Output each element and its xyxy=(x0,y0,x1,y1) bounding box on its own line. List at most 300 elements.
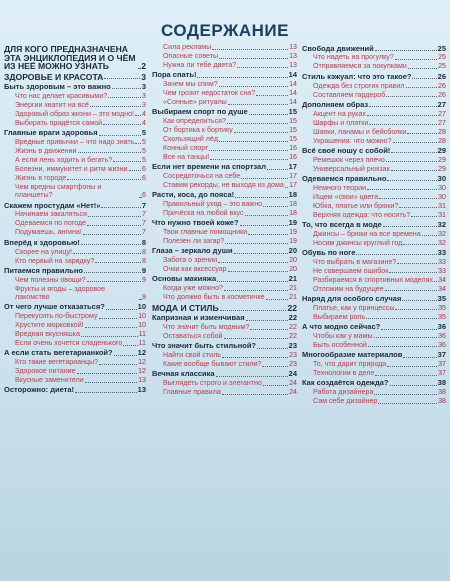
toc-page-number: 6 xyxy=(142,173,146,182)
toc-entry-title: Подумаешь, ангина! xyxy=(15,228,82,237)
dot-leader xyxy=(95,262,141,263)
toc-page-number: 3 xyxy=(142,100,146,109)
toc-entry-title: Украшения: что можно? xyxy=(313,136,392,145)
toc-entry-title: Твои главные помощники xyxy=(163,228,248,237)
dot-leader xyxy=(393,142,438,143)
toc-page-number: 25 xyxy=(438,62,446,71)
toc-entry xyxy=(4,129,146,138)
toc-subentry xyxy=(302,304,446,313)
toc-entry-title: Оставаться собой xyxy=(163,332,223,340)
dot-leader xyxy=(99,318,138,319)
dot-leader xyxy=(81,244,141,245)
dot-leader xyxy=(224,290,288,291)
toc-page-number: 20 xyxy=(288,246,297,256)
toc-subentry xyxy=(152,237,297,246)
toc-page-number: 18 xyxy=(288,190,297,200)
toc-page-number: 14 xyxy=(289,89,297,98)
toc-entry-title: Быть особенной xyxy=(313,340,367,349)
dot-leader xyxy=(114,355,137,356)
dot-leader xyxy=(375,375,437,376)
toc-entry-title: Здоровое питание xyxy=(15,367,76,376)
toc-entry-title: Скользящий лёд xyxy=(163,135,218,144)
toc-page-number: 35 xyxy=(438,312,446,321)
dot-leader xyxy=(422,235,437,236)
dot-leader xyxy=(87,281,141,282)
toc-entry-title: Что выбрать в магазине? xyxy=(313,257,397,266)
dot-leader xyxy=(220,310,287,311)
dot-leader xyxy=(99,364,137,365)
toc-subentry xyxy=(302,119,446,128)
toc-entry-title: Чем полезны овощи? xyxy=(15,275,86,284)
toc-page-number: 26 xyxy=(438,81,446,90)
dot-leader xyxy=(267,169,288,170)
dot-leader xyxy=(263,206,288,207)
dot-leader xyxy=(219,58,288,59)
toc-page-number: 32 xyxy=(437,219,446,229)
toc-entry-title: Здоровый образ жизни – это модно! xyxy=(15,109,135,118)
toc-entry xyxy=(302,73,446,82)
dot-leader xyxy=(246,320,288,321)
toc-page-number: 12 xyxy=(138,358,146,367)
toc-page-number: 6 xyxy=(142,191,146,200)
dot-leader xyxy=(237,67,288,68)
toc-page-number: 3 xyxy=(141,81,146,91)
toc-entry-title: Ставим рекорды, не выходя из дома xyxy=(163,181,284,190)
toc-entry xyxy=(302,221,446,230)
toc-subentry xyxy=(4,138,146,147)
contents-column-2 xyxy=(152,43,297,577)
toc-entry xyxy=(152,314,297,323)
toc-subentry xyxy=(302,258,446,267)
toc-subentry xyxy=(152,126,297,135)
dot-leader xyxy=(369,106,437,107)
toc-entry-title: Вредные привычки – что надо знать xyxy=(15,137,135,146)
toc-subentry xyxy=(152,265,297,274)
toc-subentry xyxy=(4,210,146,219)
toc-subentry xyxy=(152,172,297,181)
dot-leader xyxy=(374,337,438,338)
dot-leader xyxy=(228,104,288,105)
toc-entry-title: А что модно сейчас? xyxy=(302,321,381,331)
toc-page-number: 7 xyxy=(141,200,146,210)
contents-column-1 xyxy=(4,43,146,577)
toc-page-number: 23 xyxy=(289,360,297,369)
toc-subentry xyxy=(302,184,446,193)
toc-subentry xyxy=(4,276,146,285)
toc-entry-title: Свобода движений xyxy=(302,43,374,53)
dot-leader xyxy=(397,263,437,264)
toc-subentry xyxy=(4,376,146,385)
toc-subentry xyxy=(152,98,297,107)
dot-leader xyxy=(390,385,437,386)
toc-page-number: 8 xyxy=(142,247,146,256)
toc-page-number: 24 xyxy=(288,369,297,379)
dot-leader xyxy=(381,329,436,330)
toc-subentry xyxy=(302,341,446,350)
toc-entry xyxy=(4,267,146,276)
dot-leader xyxy=(99,135,141,136)
dot-leader xyxy=(257,348,288,349)
dot-leader xyxy=(77,373,138,374)
toc-page-number: 15 xyxy=(288,107,297,117)
toc-entry-title: Питаемся правильно xyxy=(4,265,83,275)
toc-entry-title: Разбираемся в спортивных моделях xyxy=(313,275,434,284)
toc-page-number: 10 xyxy=(137,302,146,312)
toc-entry-title: Многообразие материалов xyxy=(302,349,403,359)
dot-leader xyxy=(391,152,436,153)
toc-page-number: 32 xyxy=(438,238,446,247)
toc-page-number: 17 xyxy=(289,172,297,181)
toc-page-number: 29 xyxy=(438,155,446,164)
toc-page-number: 24 xyxy=(289,388,297,397)
dot-leader xyxy=(225,243,288,244)
toc-entry-title: МОДА И СТИЛЬ xyxy=(152,302,219,313)
toc-entry xyxy=(152,163,297,172)
toc-entry-title: Очки как аксессуар xyxy=(163,265,227,274)
toc-subentry xyxy=(4,174,146,183)
toc-page-number: 8 xyxy=(141,237,146,247)
dot-leader xyxy=(266,299,289,300)
dot-leader xyxy=(263,385,288,386)
toc-page-number: 35 xyxy=(438,303,446,312)
toc-page-number: 18 xyxy=(289,200,297,209)
toc-page-number: 12 xyxy=(137,348,146,358)
toc-page-number: 19 xyxy=(289,228,297,237)
dot-leader xyxy=(391,170,437,171)
toc-page-number: 14 xyxy=(289,80,297,89)
toc-entry-title: Опасные советы xyxy=(163,51,219,60)
toc-page-number: 22 xyxy=(287,302,297,313)
toc-entry-title: Сила рекламы xyxy=(163,43,212,51)
toc-entry xyxy=(4,349,146,358)
toc-page-number: 11 xyxy=(138,339,146,348)
toc-entry-title: Вперёд к здоровью! xyxy=(4,237,80,247)
toc-entry xyxy=(152,275,297,284)
toc-entry xyxy=(302,147,446,156)
toc-entry-title: Всё своё ношу с собой! xyxy=(302,145,391,155)
toc-page-number: 5 xyxy=(142,146,146,155)
toc-entry-title: Капризная и изменчивая xyxy=(152,313,245,323)
toc-page-number: 37 xyxy=(438,359,446,368)
toc-subentry xyxy=(4,92,146,101)
toc-subentry xyxy=(302,53,446,62)
dot-leader xyxy=(245,215,289,216)
toc-page-number: 28 xyxy=(438,127,446,136)
toc-entry xyxy=(152,108,297,117)
toc-page-number: 28 xyxy=(438,136,446,145)
dot-leader xyxy=(411,216,437,217)
toc-subentry xyxy=(4,257,146,266)
toc-entry-title: Главные враги здоровья xyxy=(4,127,98,137)
toc-subentry xyxy=(302,137,446,146)
toc-entry-title: Составляем гардероб xyxy=(313,90,386,99)
toc-subentry xyxy=(152,256,297,265)
toc-entry-title: То, что всегда в моде xyxy=(302,219,382,229)
toc-page-number: 9 xyxy=(142,275,146,284)
dot-leader xyxy=(241,178,288,179)
toc-page-number: 34 xyxy=(438,275,446,284)
dot-leader xyxy=(222,357,288,358)
dot-leader xyxy=(407,133,437,134)
toc-entry xyxy=(4,239,146,248)
toc-entry xyxy=(302,45,446,54)
dot-leader xyxy=(90,106,141,107)
dot-leader xyxy=(209,150,288,151)
toc-page-number: 13 xyxy=(138,376,146,385)
dot-leader xyxy=(434,281,437,282)
toc-page-number: 30 xyxy=(438,192,446,201)
toc-entry-title: Начинаем закаляться xyxy=(15,210,87,219)
dot-leader xyxy=(81,336,138,337)
toc-page-number: 6 xyxy=(142,164,146,173)
dot-leader xyxy=(387,180,436,181)
toc-page-number: 27 xyxy=(437,99,446,109)
toc-subentry xyxy=(302,62,446,71)
toc-subentry xyxy=(4,165,146,174)
toc-page-number: 30 xyxy=(437,173,446,183)
toc-page-number: 13 xyxy=(137,385,146,395)
toc-entry xyxy=(152,370,297,379)
toc-subentry xyxy=(4,183,146,200)
toc-page-number: 37 xyxy=(438,368,446,377)
dot-leader xyxy=(224,338,289,339)
toc-page-number: 34 xyxy=(438,284,446,293)
dot-leader xyxy=(83,234,141,235)
toc-entry-title: Пора спать! xyxy=(152,70,197,80)
toc-subentry xyxy=(152,200,297,209)
toc-subentry xyxy=(4,110,146,119)
toc-page-number: 21 xyxy=(288,274,297,284)
toc-page-number: 14 xyxy=(288,70,297,80)
dot-leader xyxy=(113,161,141,162)
toc-subentry xyxy=(4,321,146,330)
toc-page-number: 35 xyxy=(437,293,446,303)
dot-leader xyxy=(262,366,288,367)
dot-leader xyxy=(367,189,437,190)
toc-page-number: 36 xyxy=(437,321,446,331)
toc-entry-title: Выглядеть строго и элегантно xyxy=(163,379,262,388)
dot-leader xyxy=(402,300,436,301)
toc-entry-title: Чем вредны смартфоны и планшеты? xyxy=(15,182,102,200)
toc-entry-title: Чтобы как у мамы xyxy=(313,331,373,340)
toc-page-number: 38 xyxy=(438,397,446,405)
toc-subentry xyxy=(4,156,146,165)
toc-page-number: 20 xyxy=(289,256,297,265)
toc-entry xyxy=(152,219,297,228)
toc-subentry xyxy=(302,313,446,322)
dot-leader xyxy=(216,376,288,377)
toc-page-number: 16 xyxy=(289,153,297,162)
dot-leader xyxy=(356,254,436,255)
dot-leader xyxy=(234,253,288,254)
dot-leader xyxy=(197,77,287,78)
dot-leader xyxy=(389,272,437,273)
toc-subentry xyxy=(302,397,446,406)
dot-leader xyxy=(378,403,437,404)
contents-column-3 xyxy=(302,43,446,577)
toc-subentry xyxy=(302,332,446,341)
toc-subentry xyxy=(302,239,446,248)
toc-entry-title: ЗДОРОВЬЕ И КРАСОТА xyxy=(4,71,104,82)
toc-subentry xyxy=(4,101,146,110)
toc-subentry xyxy=(152,228,297,237)
toc-entry-title: Что значит быть стильной? xyxy=(152,341,257,351)
dot-leader xyxy=(387,366,437,367)
toc-entry-title: А если лень ходить и бегать? xyxy=(15,155,113,164)
dot-leader xyxy=(412,78,436,79)
dot-leader xyxy=(67,179,141,180)
toc-entry-title: Отложим на будущее xyxy=(313,284,384,293)
toc-subentry xyxy=(302,276,446,285)
dot-leader xyxy=(217,281,287,282)
toc-entry-title: Стиль кэжуал: что это такое? xyxy=(302,71,412,81)
toc-page-number: 23 xyxy=(288,341,297,351)
toc-subentry xyxy=(302,110,446,119)
toc-subentry xyxy=(152,52,297,61)
toc-subentry xyxy=(4,285,146,302)
toc-subentry xyxy=(302,267,446,276)
toc-page-number: 13 xyxy=(289,43,297,51)
toc-page-number: 3 xyxy=(142,91,146,100)
dot-leader xyxy=(374,394,437,395)
dot-leader xyxy=(375,50,437,51)
toc-entry-title: Когда уже можно? xyxy=(163,284,223,293)
dot-leader xyxy=(104,78,140,79)
toc-entry xyxy=(302,249,446,258)
dot-leader xyxy=(87,225,141,226)
toc-entry-title: ДЛЯ КОГО ПРЕДНАЗНАЧЕНА ЭТА ЭНЦИКЛОПЕДИЯ И О ЧЁМ ИЗ НЕЁ МОЖНО УЗНАТЬ xyxy=(4,44,136,72)
toc-entry-title: Одежда без строгих правил xyxy=(313,81,405,90)
toc-subentry xyxy=(152,181,297,190)
toc-page-number: 26 xyxy=(438,90,446,99)
dot-leader xyxy=(73,253,141,254)
toc-entry-title: Вредная вкусняшка xyxy=(15,330,80,339)
dot-leader xyxy=(249,114,288,115)
dot-leader xyxy=(85,382,137,383)
toc-subentry xyxy=(152,293,297,302)
dot-leader xyxy=(386,161,437,162)
toc-page-number: 13 xyxy=(289,51,297,60)
toc-subentry xyxy=(4,367,146,376)
toc-subentry xyxy=(302,165,446,174)
toc-entry-title: Найти свой стиль xyxy=(163,351,221,360)
toc-entry-title: Правильный уход – это важно xyxy=(163,200,263,209)
toc-subentry xyxy=(4,228,146,237)
dot-leader xyxy=(219,141,288,142)
toc-page-number: 19 xyxy=(288,218,297,228)
toc-entry-title: Расти, коса, до пояса! xyxy=(152,190,235,200)
toc-entry-title: Вкусные заменители xyxy=(15,376,84,385)
toc-page-number: 5 xyxy=(141,127,146,137)
toc-entry-title: Отправляемся за покупками xyxy=(313,62,407,71)
dot-leader xyxy=(285,187,288,188)
toc-page-number: 3 xyxy=(141,71,146,82)
dot-leader xyxy=(101,207,140,208)
page-title: СОДЕРЖАНИЕ xyxy=(161,21,289,40)
dot-leader xyxy=(129,170,141,171)
toc-page-number: 15 xyxy=(289,117,297,126)
dot-leader xyxy=(227,123,288,124)
toc-subentry xyxy=(152,135,297,144)
toc-entry-title: Скажем простудам «Нет!» xyxy=(4,200,101,210)
dot-leader xyxy=(84,272,141,273)
dot-leader xyxy=(379,198,437,199)
toc-subentry xyxy=(302,91,446,100)
dot-leader xyxy=(218,262,288,263)
toc-page-number: 2 xyxy=(141,61,146,72)
toc-page-number: 10 xyxy=(138,312,146,321)
toc-page-number: 31 xyxy=(438,201,446,210)
toc-entry-title: Что значит быть модным? xyxy=(163,323,250,332)
toc-entry-title: Как определиться? xyxy=(163,117,226,126)
toc-subentry xyxy=(4,358,146,367)
toc-entry-title: Забота о зрении xyxy=(163,256,218,265)
toc-entry-title: Сосредоточься на себе xyxy=(163,172,241,181)
toc-page-number: 36 xyxy=(438,331,446,340)
toc-entry-title: Какие вообще бывают стили? xyxy=(163,360,262,369)
toc-entry xyxy=(4,386,146,395)
dot-leader xyxy=(256,95,288,96)
toc-page-number: 31 xyxy=(438,210,446,219)
toc-entry-title: Верхняя одежда: что носить? xyxy=(313,210,411,219)
toc-page-number: 22 xyxy=(289,332,297,340)
toc-subentry xyxy=(302,82,446,91)
toc-entry-title: Болезни, иммунитет и ритм жизни xyxy=(15,164,128,173)
toc-subentry xyxy=(152,153,297,162)
dot-leader xyxy=(369,124,437,125)
toc-page-number: 11 xyxy=(138,330,146,339)
toc-entry-title: Что нужно твоей коже? xyxy=(152,218,239,228)
toc-page-number: 38 xyxy=(438,388,446,397)
toc-subentry xyxy=(4,339,146,348)
toc-page-number: 32 xyxy=(438,229,446,238)
toc-entry-title: От чего лучше отказаться? xyxy=(4,302,105,312)
toc-page-number: 27 xyxy=(438,118,446,127)
toc-page-number: 4 xyxy=(142,109,146,118)
dot-leader xyxy=(139,197,141,198)
toc-subentry xyxy=(4,147,146,156)
toc-entry-title: Причёска на любой вкус xyxy=(163,209,244,218)
dot-leader xyxy=(75,392,137,393)
toc-entry xyxy=(302,175,446,184)
toc-entry-title: Не совершаем ошибок xyxy=(313,266,389,275)
toc-entry-title: Работа дизайнера xyxy=(313,388,374,397)
toc-entry-title: Вечная классика xyxy=(152,369,215,379)
toc-page-number: 33 xyxy=(437,247,446,257)
toc-entry xyxy=(4,202,146,211)
toc-subentry xyxy=(302,369,446,378)
toc-entry-title: Шапки, панамы и бейсболки xyxy=(313,127,407,136)
toc-entry-title: Жизнь в движении xyxy=(15,146,77,155)
toc-page-number: 29 xyxy=(438,164,446,173)
toc-entry-title: Жизнь в городе xyxy=(15,173,67,182)
toc-entry-title: Выбирать придётся самой xyxy=(15,118,103,127)
dot-leader xyxy=(139,299,141,300)
toc-subentry xyxy=(152,89,297,98)
toc-entry xyxy=(302,101,446,110)
dot-leader xyxy=(112,88,141,89)
toc-entry-title: Одеваемся правильно xyxy=(302,173,387,183)
toc-subentry xyxy=(302,211,446,220)
toc-entry-title: Шарфы и платки xyxy=(313,118,369,127)
toc-entry-title: Наряд для особого случая xyxy=(302,293,402,303)
toc-page-number: 29 xyxy=(437,145,446,155)
toc-subentry xyxy=(152,360,297,369)
toc-section-heading xyxy=(4,45,146,71)
toc-entry-title: «Сонные» ритуалы xyxy=(163,98,227,107)
dot-leader xyxy=(234,132,288,133)
toc-entry-title: Что нас делает красивыми? xyxy=(15,91,108,100)
